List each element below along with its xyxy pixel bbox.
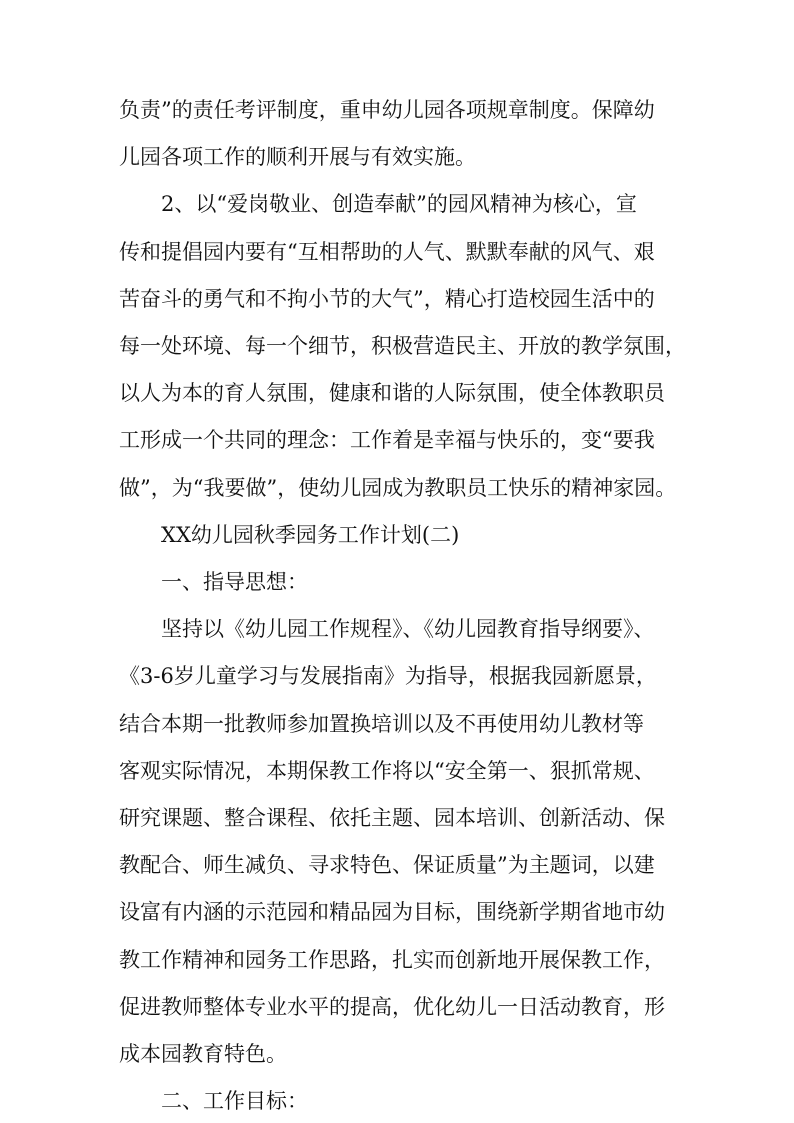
- section-heading: 二、工作目标：: [161, 1089, 308, 1113]
- text-line: 儿园各项工作的顺利开展与有效实施。: [119, 145, 476, 169]
- text-line: 教工作精神和园务工作思路，扎实而创新地开展保教工作，: [119, 948, 665, 972]
- text-line: 做”，为“我要做”，使幼儿园成为教职员工快乐的精神家园。: [119, 476, 677, 500]
- text-line: 工形成一个共同的理念：工作着是幸福与快乐的，变“要我: [119, 428, 655, 452]
- text-line: 苦奋斗的勇气和不拘小节的大气”，精心打造校园生活中的: [119, 287, 655, 311]
- text-line: 负责”的责任考评制度，重申幼儿园各项规章制度。保障幼: [119, 98, 655, 122]
- text-line: 《3-6岁儿童学习与发展指南》为指导，根据我园新愿景，: [119, 664, 657, 688]
- text-line: 成本园教育特色。: [119, 1042, 287, 1066]
- section-title: XX幼儿园秋季园务工作计划(二): [161, 523, 460, 547]
- text-line: 设富有内涵的示范园和精品园为目标，围绕新学期省地市幼: [119, 900, 665, 924]
- text-line: 坚持以《幼儿园工作规程》、《幼儿园教育指导纲要》、: [161, 617, 655, 641]
- section-heading: 一、指导思想：: [161, 570, 308, 594]
- text-line: 客观实际情况，本期保教工作将以“安全第一、狠抓常规、: [119, 759, 655, 783]
- text-line: 传和提倡园内要有“互相帮助的人气、默默奉献的风气、艰: [119, 240, 655, 264]
- text-line: 促进教师整体专业水平的提高，优化幼儿一日活动教育，形: [119, 995, 665, 1019]
- text-line: 研究课题、整合课程、依托主题、园本培训、创新活动、保: [119, 806, 665, 830]
- text-line: 以人为本的育人氛围，健康和谐的人际氛围，使全体教职员: [119, 381, 665, 405]
- text-line: 每一处环境、每一个细节，积极营造民主、开放的教学氛围，: [119, 334, 686, 358]
- text-line: 2、以“爱岗敬业、创造奉献”的园风精神为核心，宣: [161, 192, 637, 216]
- text-line: 教配合、师生减负、寻求特色、保证质量”为主题词，以建: [119, 853, 655, 877]
- text-line: 结合本期一批教师参加置换培训以及不再使用幼儿教材等: [119, 712, 644, 736]
